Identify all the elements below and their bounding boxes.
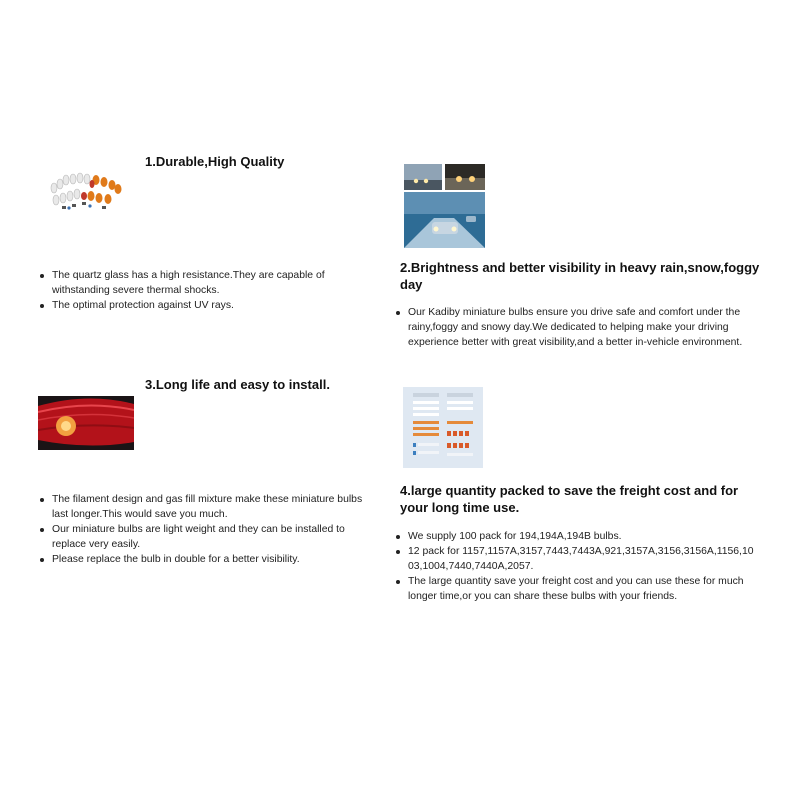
rain-graphic	[445, 164, 485, 190]
section-2-heading: 2.Brightness and better visibility in heavy rain,snow,foggy day	[400, 260, 760, 292]
list-item: The large quantity save your freight cost and you can use these for much longer time,or you can share these bulbs with your friends.	[394, 574, 756, 604]
snow-graphic	[404, 192, 485, 248]
list-item: Please replace the bulb in double for a better visibility.	[38, 552, 378, 567]
bulb-assortment-image	[46, 166, 124, 222]
taillight-image	[38, 396, 134, 450]
list-item: The optimal protection against UV rays.	[38, 298, 358, 313]
bulb-assortment-graphic	[46, 166, 124, 222]
section-4-bullets	[394, 529, 756, 604]
list-item: We supply 100 pack for 194,194A,194B bulbs.	[394, 529, 756, 544]
list-item: 12 pack for 1157,1157A,3157,7443,7443A,921,3157A,3156,3156A,1156,1003,1004,7440,7440A,2057.	[394, 544, 756, 574]
section-1-bullets	[38, 268, 358, 313]
section-3-heading: 3.Long life and easy to install.	[145, 377, 330, 392]
pack-quantity-image	[403, 387, 483, 468]
section-4-heading: 4.large quantity packed to save the freight cost and for your long time use.	[400, 483, 739, 515]
section-3-bullets	[38, 492, 378, 567]
section-1-heading: 1.Durable,High Quality	[145, 154, 285, 169]
rainy-night-image	[445, 164, 485, 190]
list-item: The filament design and gas fill mixture make these miniature bulbs last longer.This would save you much.	[38, 492, 378, 522]
list-item: The quartz glass has a high resistance.They are capable of withstanding severe thermal shocks.	[38, 268, 358, 298]
section-2-bullets	[394, 305, 756, 350]
taillight-graphic	[38, 396, 134, 450]
snowy-road-image	[404, 192, 485, 248]
fog-graphic	[404, 164, 442, 190]
pack-graphic	[403, 387, 483, 468]
list-item: Our Kadiby miniature bulbs ensure you drive safe and comfort under the rainy,foggy and snowy day.We dedicated to helping make your driving experience better with great visibility,and a better in-vehicle environment.	[394, 305, 756, 350]
list-item: Our miniature bulbs are light weight and they can be installed to replace very easily.	[38, 522, 378, 552]
foggy-road-image	[404, 164, 442, 190]
